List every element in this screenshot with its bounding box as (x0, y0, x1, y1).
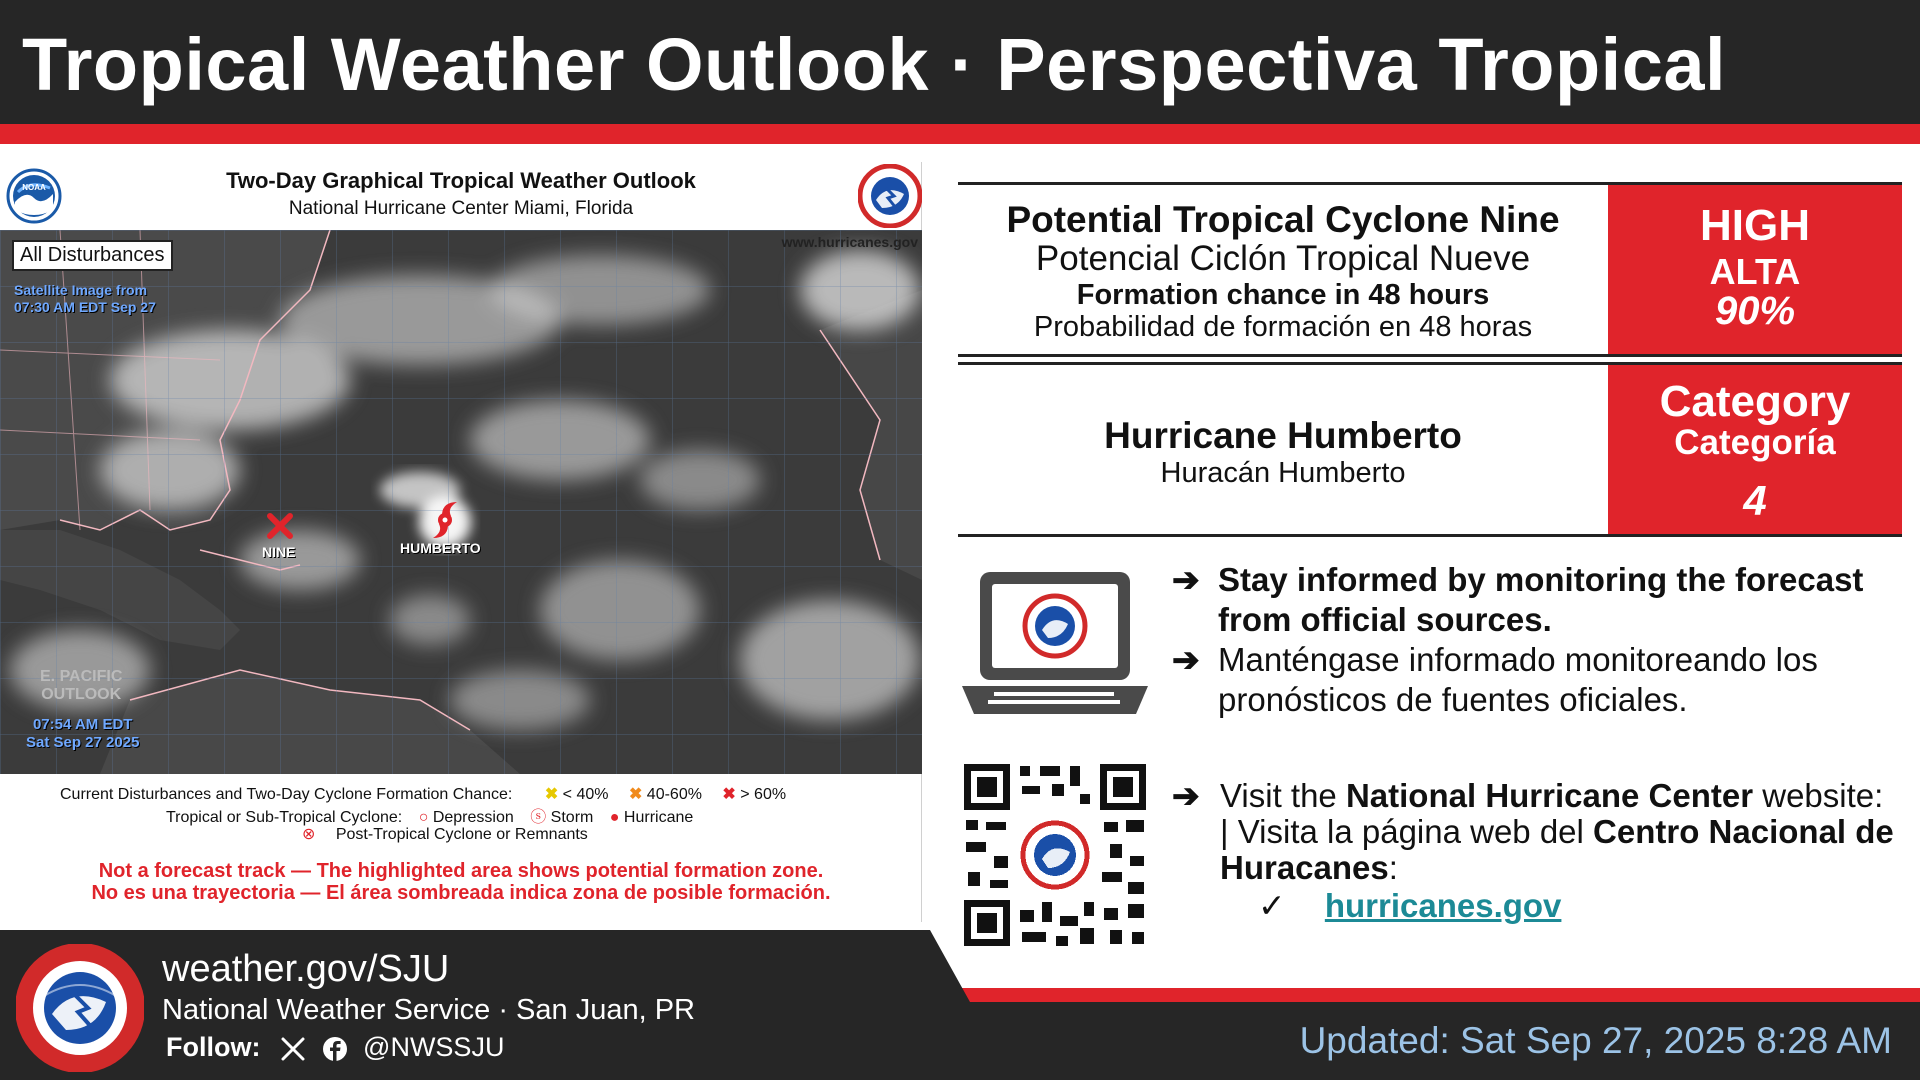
nhc-link-row (1258, 886, 1561, 925)
category-badge (1608, 365, 1902, 534)
disclaimer-english: Not a forecast track — The highlighted area shows potential formation zone. (98, 860, 824, 882)
legend-depression: Depression (432, 809, 514, 826)
map-header (0, 162, 922, 230)
visit-prefix: Visit the (1220, 777, 1346, 814)
legend-row-post-tropical (302, 824, 588, 844)
ptc-nine-card (958, 182, 1902, 357)
header-accent-line (0, 124, 1920, 144)
ptc-name-es: Potencial Ciclón Tropical Nueve (1035, 239, 1531, 278)
arrow-icon: ➔ (1172, 641, 1200, 678)
map-disclaimer (0, 860, 922, 904)
epac-label-line1: E. PACIFIC (40, 668, 123, 685)
map-title: Two-Day Graphical Tropical Weather Outlook (226, 168, 696, 193)
post-tropical-icon: ⊗ (302, 826, 316, 843)
outlook-map-panel (0, 162, 922, 922)
epac-time-line1: 07:54 AM EDT (32, 716, 133, 733)
footer-follow (166, 1032, 504, 1063)
social-handle[interactable]: @NWSSJU (363, 1032, 505, 1062)
ptc-nine-info (958, 185, 1608, 354)
high-chance-icon: ✖ (722, 786, 736, 803)
hurricane-legend-icon: ● (609, 809, 620, 826)
hurricane-info (958, 365, 1608, 534)
x-social-icon[interactable] (280, 1036, 306, 1062)
footer-office: National Weather Service · San Juan, PR (162, 994, 696, 1026)
category-value: 4 (1743, 477, 1767, 524)
epac-timestamp (26, 716, 139, 752)
epac-label-line2: OUTLOOK (41, 686, 122, 703)
card-bottom-rule (958, 354, 1902, 357)
ptc-risk-badge (1608, 185, 1902, 354)
hurricanes-gov-link[interactable]: hurricanes.gov (1324, 887, 1562, 924)
legend-hurricane: Hurricane (623, 809, 694, 826)
satellite-label-line1: Satellite Image from (14, 282, 148, 298)
follow-label: Follow: (166, 1032, 261, 1062)
legend-row-disturbances (60, 784, 786, 804)
facebook-icon[interactable] (322, 1036, 348, 1062)
depression-icon: ○ (418, 809, 429, 826)
map-legend (0, 774, 922, 854)
visit-suffix: : (1388, 849, 1398, 886)
medium-chance-icon: ✖ (628, 786, 643, 803)
satellite-label-line2: 07:30 AM EDT Sep 27 (14, 299, 156, 315)
ptc-chance-es: Probabilidad de formación en 48 horas (1033, 311, 1533, 343)
card-bottom-rule (958, 534, 1902, 537)
visit-middle: website: | Visita la página web del (1220, 777, 1884, 850)
hurricane-humberto-card (958, 362, 1902, 537)
satellite-timestamp (14, 282, 156, 316)
disclaimer-spanish: No es una trayectoria — El área sombreada indica zona de posible formación. (91, 882, 831, 904)
updated-timestamp: Updated: Sat Sep 27, 2025 8:28 AM (1299, 1020, 1892, 1061)
nine-label: NINE (262, 544, 296, 560)
risk-level-es: ALTA (1709, 251, 1801, 292)
legend-disturbance-label: Current Disturbances and Two-Day Cyclone Formation Chance: (60, 786, 513, 803)
hurricane-name-en: Hurricane Humberto (1104, 415, 1462, 456)
category-label-es: Categoría (1674, 423, 1836, 462)
ptc-name-en: Potential Tropical Cyclone Nine (1006, 199, 1560, 240)
epac-outlook-label (40, 668, 122, 704)
risk-level-en: HIGH (1700, 201, 1810, 250)
laptop-icon (958, 568, 1152, 718)
visit-org-en: National Hurricane Center (1345, 777, 1754, 814)
ptc-chance-en: Formation chance in 48 hours (1076, 279, 1490, 311)
hurricane-name-es: Huracán Humberto (1160, 457, 1406, 489)
checkmark-icon: ✓ (1258, 887, 1286, 924)
legend-post-tropical: Post-Tropical Cyclone or Remnants (335, 826, 588, 843)
nws-seal-icon (16, 944, 144, 1072)
legend-storm: Storm (550, 809, 594, 826)
nws-seal-small-icon (858, 164, 922, 228)
arrow-icon: ➔ (1172, 777, 1200, 814)
legend-low: < 40% (562, 786, 609, 803)
legend-cyclone-label: Tropical or Sub-Tropical Cyclone: (166, 809, 403, 826)
low-chance-icon: ✖ (544, 786, 559, 803)
website-watermark: www.hurricanes.gov (781, 234, 918, 250)
page-title: Tropical Weather Outlook · Perspectiva Tropical (22, 23, 1727, 106)
risk-percent: 90% (1714, 289, 1796, 333)
map-subtitle: National Hurricane Center Miami, Florida (288, 198, 634, 219)
humberto-label: HUMBERTO (400, 540, 481, 556)
stay-informed-es: Manténgase informado monitoreando los pronósticos de fuentes oficiales. (1218, 641, 1818, 718)
arrow-icon: ➔ (1172, 561, 1200, 598)
all-disturbances-label: All Disturbances (12, 240, 173, 271)
legend-high: > 60% (740, 786, 787, 803)
storm-icon: ⓢ (530, 809, 547, 826)
header-bar (0, 0, 1920, 144)
category-label-en: Category (1659, 377, 1851, 426)
noaa-logo-text: NOAA (22, 183, 46, 192)
epac-time-line2: Sat Sep 27 2025 (26, 734, 140, 751)
visit-nhc-text (1220, 778, 1900, 886)
stay-informed-en: Stay informed by monitoring the forecast from official sources. (1218, 561, 1864, 638)
satellite-map (0, 230, 922, 774)
legend-medium: 40-60% (646, 786, 702, 803)
visit-org-es: Centro Nacional de Huracanes (1220, 813, 1894, 886)
footer-website[interactable]: weather.gov/SJU (162, 948, 450, 990)
qr-code-icon[interactable] (960, 760, 1150, 950)
